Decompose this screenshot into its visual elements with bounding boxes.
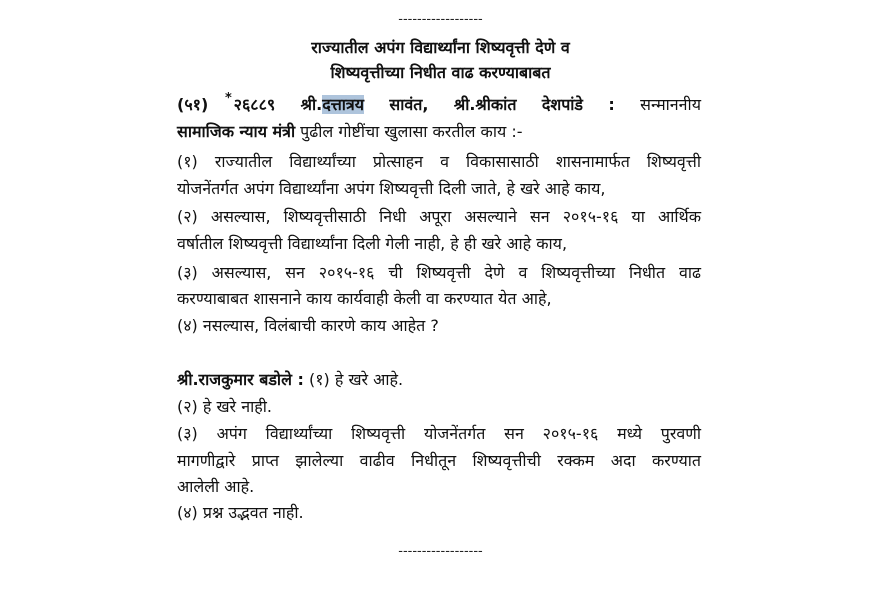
highlighted-text-selection[interactable]: दत्तात्रय <box>322 95 365 114</box>
question-item-4-line-1: (४) नसल्यास, विलंबाची कारणे काय आहेत ? <box>177 316 439 335</box>
answer-speaker: श्री.राजकुमार बडोले : <box>177 370 304 389</box>
answer-item-3-line-3: आलेली आहे. <box>177 477 255 496</box>
question-id: २६८८९ <box>233 95 276 114</box>
question-members <box>301 95 615 114</box>
member-rest: सावंत, श्री.श्रीकांत देशपांडे : <box>364 95 615 114</box>
question-intro-line <box>177 121 701 143</box>
answer-item-3-line-2: मागणीद्वारे प्राप्त झालेल्या वाढीव निधीतून शिष्यवृत्तीची रक्कम अदा करण्यात <box>177 451 701 470</box>
document-title-line-1: राज्यातील अपंग विद्यार्थ्यांना शिष्यवृत्ती देणे व <box>311 38 570 57</box>
answer-item-4: (४) प्रश्न उद्भवत नाही. <box>177 503 304 522</box>
question-item-1-line-1: (१) राज्यातील विद्यार्थ्यांच्या प्रोत्साहन व विकासासाठी शासनामार्फत शिष्यवृत्ती <box>177 152 701 171</box>
question-item-2-line-2: वर्षातील शिष्यवृत्ती विद्यार्थ्यांना दिली गेली नाही, हे ही खरे आहे काय, <box>177 234 568 253</box>
question-item-3-line-2: करण्याबाबत शासनाने काय कार्यवाही केली वा करण्यात येत आहे, <box>177 289 552 308</box>
answer-item-3-line-1: (३) अपंग विद्यार्थ्यांच्या शिष्यवृत्ती योजनेंतर्गत सन २०१५-१६ मध्ये पुरवणी <box>177 424 701 443</box>
document-title-line-2: शिष्यवृत्तीच्या निधीत वाढ करण्याबाबत <box>330 63 551 82</box>
starred-question-marker: * <box>225 91 232 106</box>
question-item-2-line-1: (२) असल्यास, शिष्यवृत्तीसाठी निधी अपूरा असल्याने सन २०१५-१६ या आर्थिक <box>177 207 701 226</box>
question-item-1-line-2: योजनेंतर्गत अपंग विद्यार्थ्यांना अपंग शिष्यवृत्ती दिली जाते, हे खरे आहे काय, <box>177 179 606 198</box>
member-prefix: श्री. <box>300 95 323 114</box>
top-separator: ------------------ <box>398 12 483 27</box>
answer-line-1 <box>177 369 701 391</box>
answer-item-2: (२) हे खरे नाही. <box>177 397 272 416</box>
salutation: सन्माननीय <box>640 95 701 114</box>
question-header-line <box>177 94 701 116</box>
answer-item-1: (१) हे खरे आहे. <box>303 370 404 389</box>
question-item-3-line-1: (३) असल्यास, सन २०१५-१६ ची शिष्यवृत्ती देणे व शिष्यवृत्तीच्या निधीत वाढ <box>177 263 701 282</box>
minister-name: सामाजिक न्याय मंत्री <box>177 122 296 141</box>
question-number: (५१) <box>177 95 209 114</box>
question-intro: पुढील गोष्टींचा खुलासा करतील काय :- <box>295 122 523 141</box>
bottom-separator: ------------------ <box>398 544 483 559</box>
